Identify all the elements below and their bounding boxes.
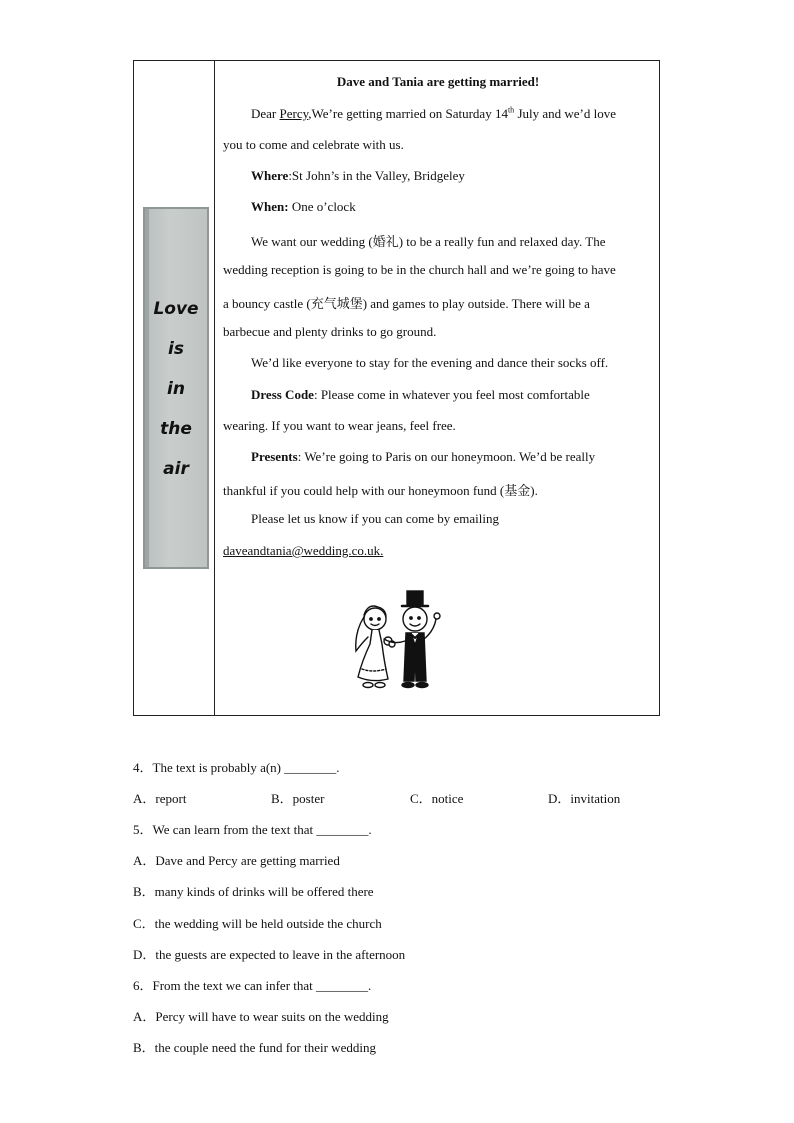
greeting-text-2: ,We’re getting married on Saturday 14 (308, 106, 508, 121)
dress-code-line-2: wearing. If you want to wear jeans, feel free. (223, 418, 456, 433)
presents-line-2: thankful if you could help with our honeymoon fund (基金). (223, 483, 538, 498)
q5-option-b[interactable]: B．many kinds of drinks will be offered there (133, 884, 374, 899)
image-text-the: the (160, 419, 192, 439)
greeting-text-3: July and we’d love (514, 106, 616, 121)
q5-option-d[interactable]: D．the guests are expected to leave in the afternoon (133, 947, 406, 962)
q4-option-a[interactable]: A．report (133, 791, 187, 806)
when-label: When: (251, 199, 289, 214)
love-is-in-the-air-image (143, 207, 209, 569)
greeting-line-2: you to come and celebrate with us. (223, 137, 404, 152)
dress-code-label: Dress Code (251, 387, 314, 402)
q6-option-b[interactable]: B．the couple need the fund for their wedding (133, 1040, 376, 1055)
question-5: 5．We can learn from the text that ________. (133, 822, 372, 837)
date-suffix: th (507, 105, 515, 115)
image-text-love: Love (153, 299, 199, 319)
invitation-title: Dave and Tania are getting married! (336, 74, 540, 89)
q5-option-c[interactable]: C．the wedding will be held outside the church (133, 916, 382, 931)
q4-option-b[interactable]: B．poster (271, 791, 325, 806)
dress-code-value: : Please come in whatever you feel most comfortable (313, 387, 590, 402)
image-text-air: air (163, 459, 189, 479)
dress-code-line (251, 387, 590, 403)
when-line (251, 199, 356, 215)
email-link[interactable]: daveandtania@wedding.co.uk. (223, 543, 384, 558)
where-line (251, 168, 465, 184)
recipient-name: Percy (279, 106, 309, 121)
when-value: One o’clock (288, 199, 356, 214)
image-text-in: in (167, 379, 185, 399)
column-divider (214, 61, 215, 715)
paragraph-3: We’d like everyone to stay for the evening and dance their socks off. (251, 355, 609, 370)
presents-label: Presents (251, 449, 298, 464)
invitation-table (133, 60, 660, 716)
q5-option-a[interactable]: A．Dave and Percy are getting married (133, 853, 340, 868)
q6-option-a[interactable]: A．Percy will have to wear suits on the wedding (133, 1009, 389, 1024)
question-4: 4．The text is probably a(n) ________. (133, 760, 340, 775)
presents-value: : We’re going to Paris on our honeymoon. We’d be really (297, 449, 596, 464)
paragraph-2-line-4: barbecue and plenty drinks to go ground. (223, 324, 437, 339)
q4-option-c[interactable]: C．notice (410, 791, 464, 806)
question-6: 6．From the text we can infer that ________. (133, 978, 372, 993)
paragraph-2-line-2: wedding reception is going to be in the church hall and we’re going to have (223, 262, 616, 277)
where-label: Where (251, 168, 289, 183)
greeting-line (251, 106, 616, 122)
image-text-is: is (168, 339, 184, 359)
q4-option-d[interactable]: D．invitation (548, 791, 621, 806)
where-value: :St John’s in the Valley, Bridgeley (288, 168, 465, 183)
paragraph-2-line-3: a bouncy castle (充气城堡) and games to play outside. There will be a (223, 296, 590, 311)
greeting-text: Dear (251, 106, 280, 121)
presents-line (251, 449, 595, 465)
bride-groom-illustration (348, 589, 448, 695)
contact-line: Please let us know if you can come by emailing (251, 511, 500, 526)
paragraph-2-line-1: We want our wedding (婚礼) to be a really fun and relaxed day. The (251, 234, 606, 249)
